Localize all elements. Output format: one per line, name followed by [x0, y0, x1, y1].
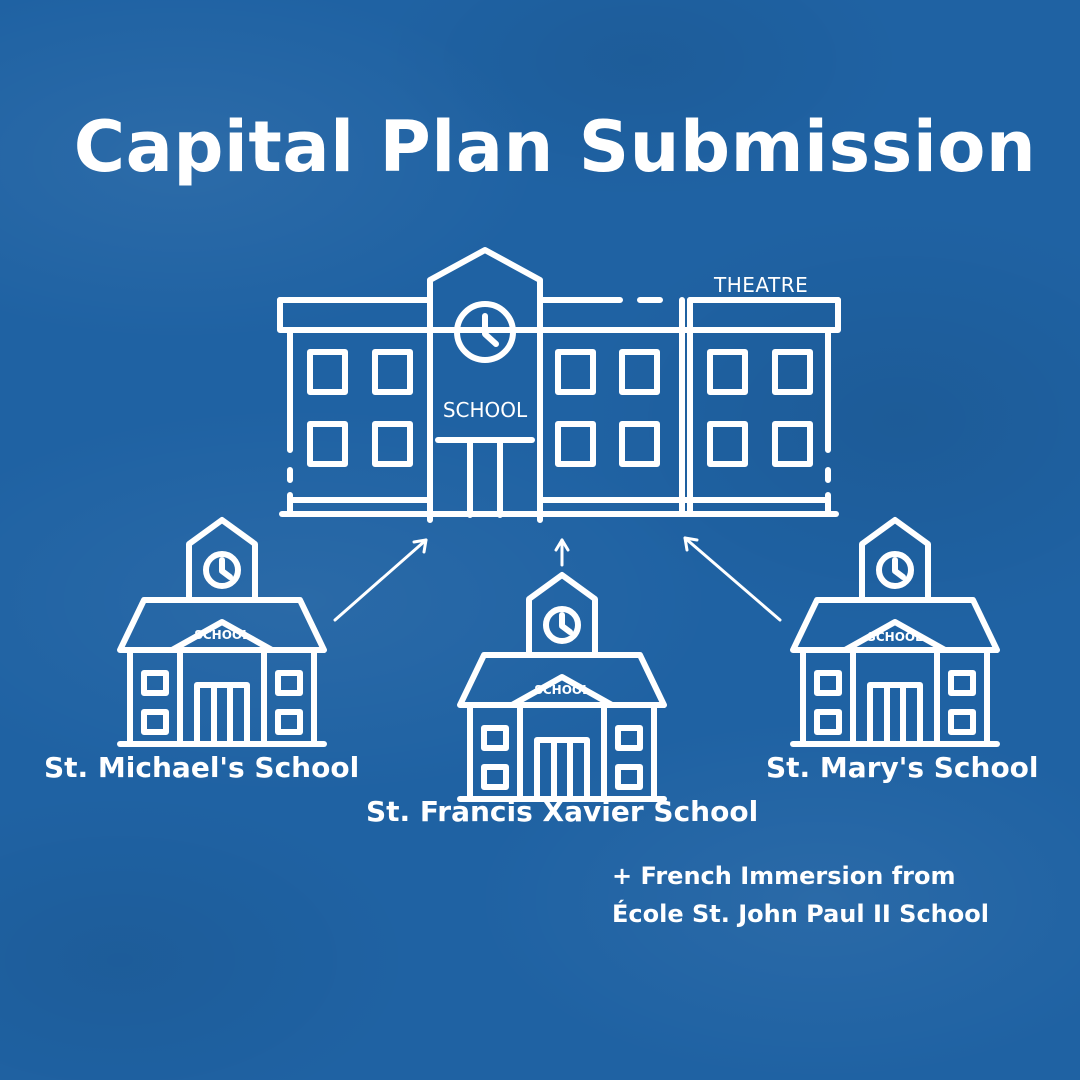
french-immersion-note: [612, 857, 989, 933]
school-sign-st-michaels: SCHOOL: [194, 628, 250, 642]
note-line-1: + French Immersion from: [612, 862, 956, 890]
school-sign-st-marys: SCHOOL: [867, 630, 923, 644]
page-title: Capital Plan Submission: [73, 106, 1037, 188]
school-label-st-francis-xavier: St. Francis Xavier School: [366, 795, 759, 828]
arrow-st-marys: [685, 538, 780, 620]
school-label-st-michaels: St. Michael's School: [44, 751, 360, 784]
main-school-sign: SCHOOL: [442, 398, 528, 422]
school-sign-st-francis-xavier: SCHOOL: [534, 683, 590, 697]
theatre-label: THEATRE: [714, 273, 809, 297]
note-line-2: École St. John Paul II School: [612, 900, 989, 928]
school-label-st-marys: St. Mary's School: [766, 751, 1039, 784]
arrow-st-michaels: [335, 540, 426, 620]
